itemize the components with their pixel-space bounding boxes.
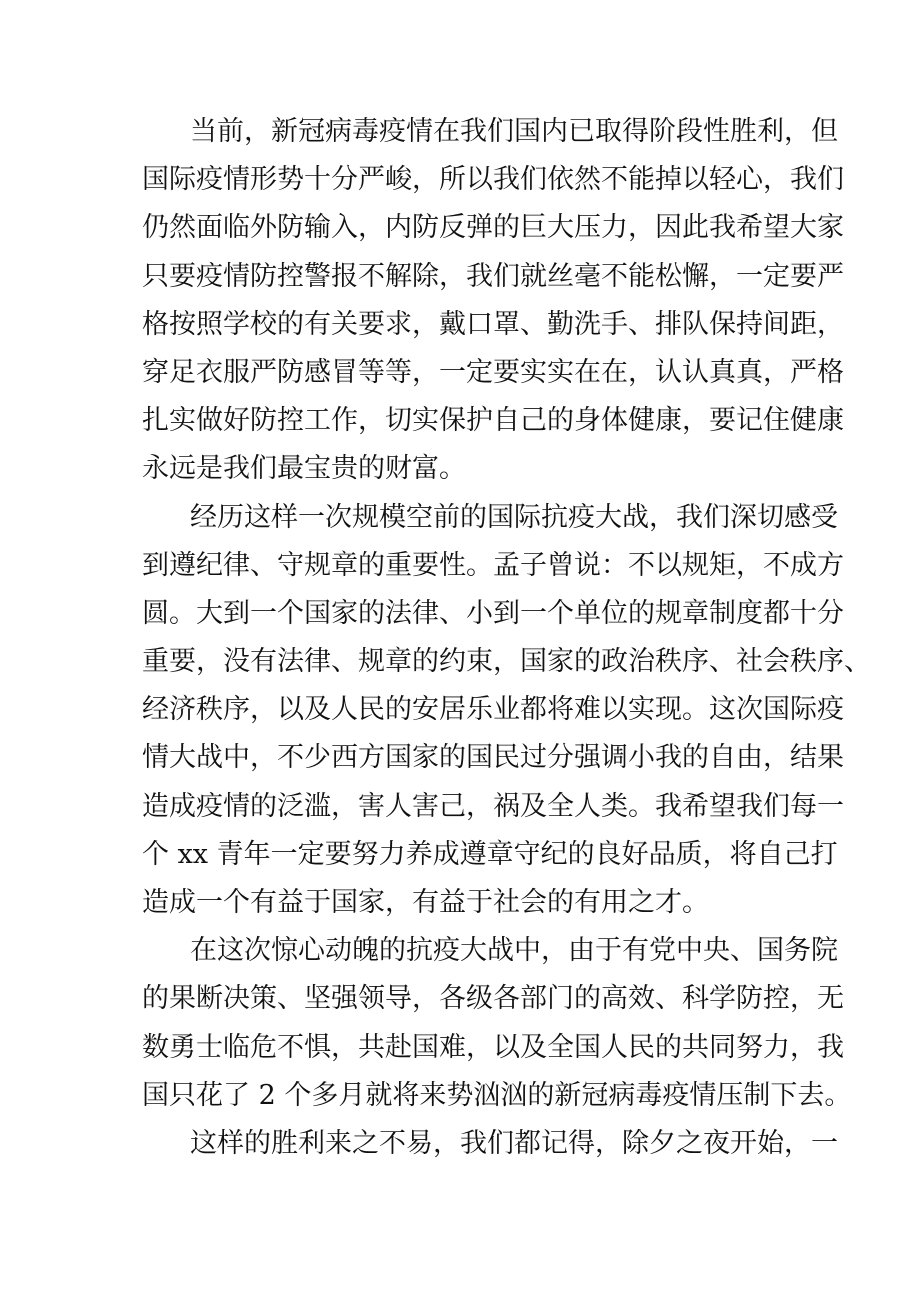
paragraph-line: 国际疫情形势十分严峻，所以我们依然不能掉以轻心，我们 <box>142 164 844 196</box>
body-text <box>142 108 871 1168</box>
paragraph-line: 经历这样一次规模空前的国际抗疫大战，我们深切感受 <box>190 501 838 533</box>
paragraph-4 <box>142 1120 838 1168</box>
paragraph-line: 穿足衣服严防感冒等等，一定要实实在在，认认真真，严格 <box>142 356 844 388</box>
paragraph-2 <box>142 494 871 928</box>
paragraph-line: 经济秩序，以及人民的安居乐业都将难以实现。这次国际疫 <box>142 694 844 726</box>
paragraph-1 <box>142 108 844 494</box>
paragraph-line: 在这次惊心动魄的抗疫大战中，由于有党中央、国务院 <box>190 935 838 967</box>
paragraph-line: 扎实做好防控工作，切实保护自己的身体健康，要记住健康 <box>142 405 844 437</box>
paragraph-line: 当前，新冠病毒疫情在我们国内已取得阶段性胜利，但 <box>190 116 838 147</box>
paragraph-line: 圆。大到一个国家的法律、小到一个单位的规章制度都十分 <box>142 597 844 629</box>
paragraph-line: 个 xx 青年一定要努力养成遵章守纪的良好品质，将自己打 <box>142 838 838 870</box>
paragraph-line: 数勇士临危不惧，共赴国难，以及全国人民的共同努力，我 <box>142 1031 844 1063</box>
paragraph-line: 到遵纪律、守规章的重要性。孟子曾说：不以规矩，不成方 <box>142 549 844 581</box>
paragraph-line: 重要，没有法律、规章的约束，国家的政治秩序、社会秩序、 <box>142 646 871 678</box>
paragraph-line: 格按照学校的有关要求，戴口罩、勤洗手、排队保持间距， <box>142 308 844 340</box>
paragraph-line: 仍然面临外防输入，内防反弹的巨大压力，因此我希望大家 <box>142 212 844 244</box>
paragraph-line: 造成一个有益于国家，有益于社会的有用之才。 <box>142 887 709 918</box>
paragraph-line: 这样的胜利来之不易，我们都记得，除夕之夜开始，一 <box>190 1127 838 1159</box>
paragraph-line: 造成疫情的泛滥，害人害己，祸及全人类。我希望我们每一 <box>142 790 844 822</box>
paragraph-line: 永远是我们最宝贵的财富。 <box>142 453 466 485</box>
paragraph-line: 的果断决策、坚强领导，各级各部门的高效、科学防控，无 <box>142 983 844 1015</box>
paragraph-line: 只要疫情防控警报不解除，我们就丝毫不能松懈，一定要严 <box>142 260 844 292</box>
paragraph-line: 情大战中，不少西方国家的国民过分强调小我的自由，结果 <box>142 742 844 774</box>
paragraph-3 <box>142 927 852 1120</box>
paragraph-line: 国只花了 2 个多月就将来势汹汹的新冠病毒疫情压制下去。 <box>142 1079 852 1111</box>
